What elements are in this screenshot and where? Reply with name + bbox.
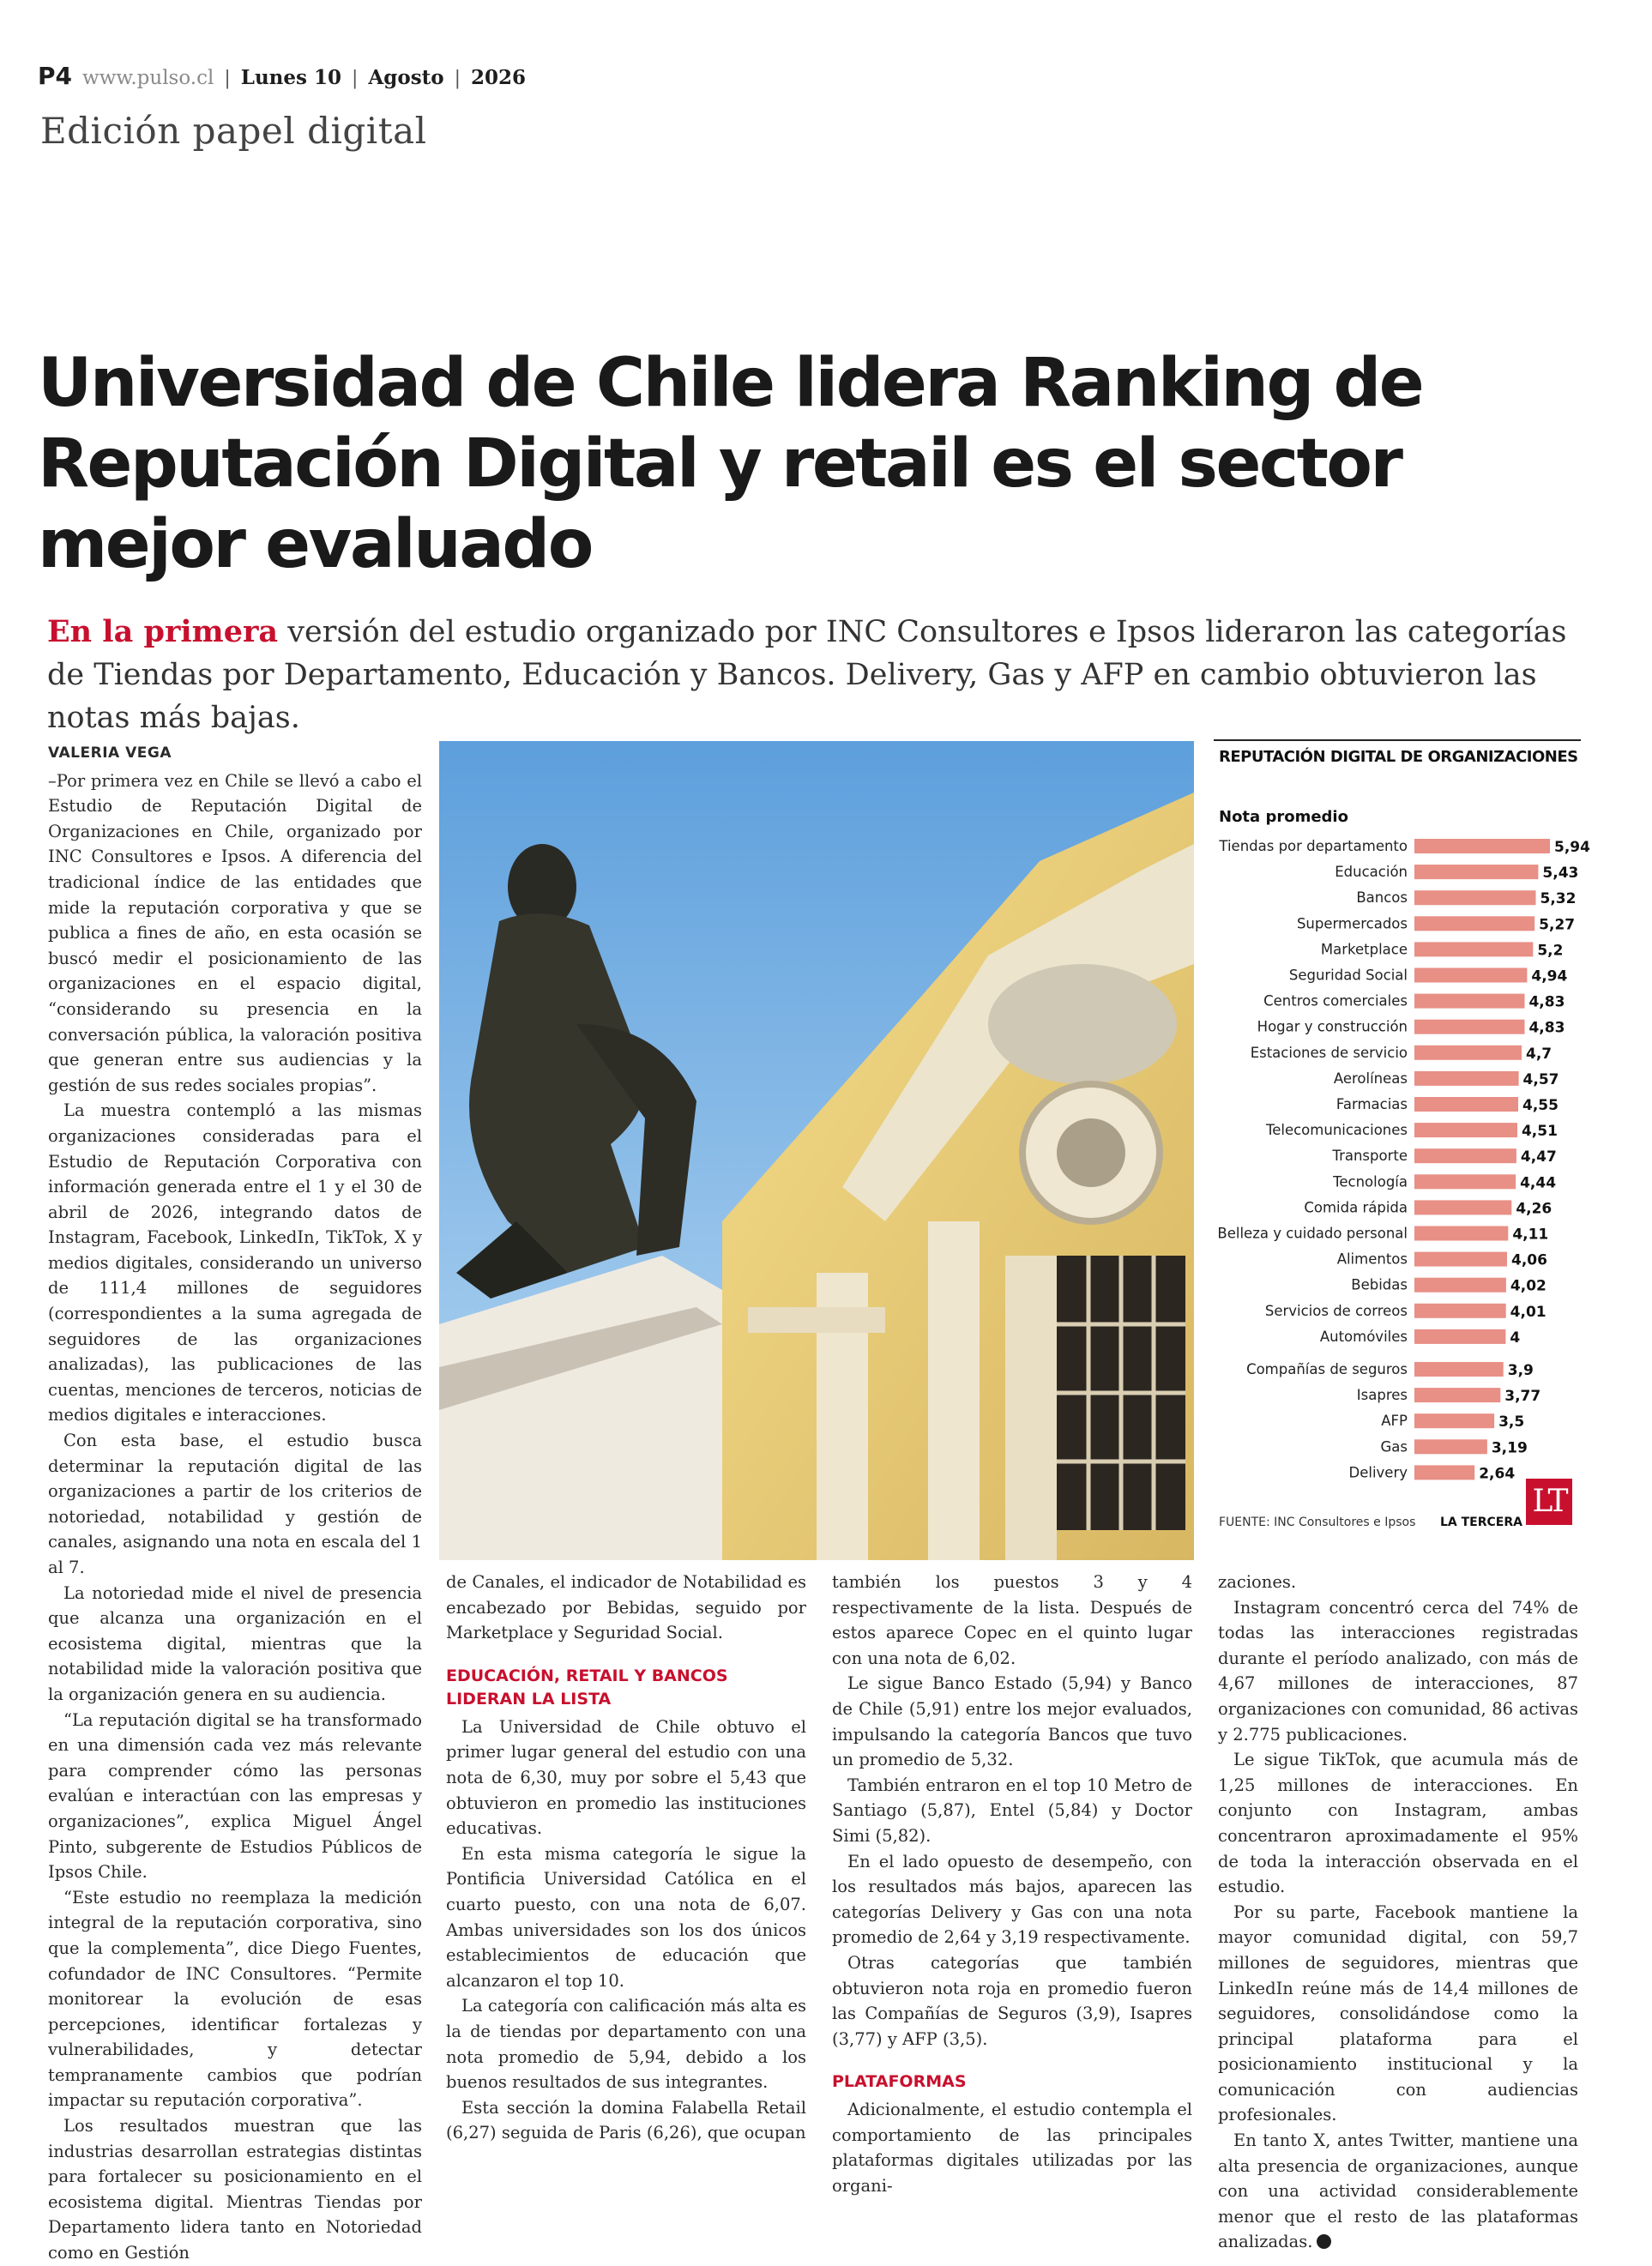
bar-category-label: Hogar y construcción	[1257, 1018, 1408, 1035]
deck-text: versión del estudio organizado por INC Consultores e Ipsos lideraron las categorías de Tiendas por Departamento, Educación y Bancos. Delivery, Gas y AFP en cambio obtuvieron las notas más bajas.	[47, 615, 1567, 735]
bar-category-label: Servicios de correos	[1264, 1302, 1408, 1319]
bar-value-label: 3,9	[1507, 1362, 1534, 1379]
bar-category-label: Alimentos	[1336, 1251, 1408, 1268]
bar	[1414, 1388, 1500, 1402]
bar	[1414, 1329, 1505, 1344]
paragraph: –Por primera vez en Chile se llevó a cabo el Estudio de Reputación Digital de Organizaciones en Chile, organizado por INC Consultores e Ipsos. A diferencia del tradicional índice de las entidades que mide la reputación corporativa y que se publica a fines de año, en esta ocasión se buscó medir el posicionamiento de las organizaciones en el espacio digital, “considerando su presencia en la conversación pública, la valoración positiva que generan entre sus audiencias y la gestión de sus redes sociales propias”.	[48, 770, 422, 1095]
bar-category-label: Seguridad Social	[1288, 967, 1408, 984]
bar-category-label: Tiendas por departamento	[1219, 838, 1408, 854]
bar-value-label: 4,11	[1512, 1226, 1549, 1244]
bar	[1414, 890, 1536, 905]
article-photo	[439, 741, 1194, 1560]
bar-category-label: Estaciones de servicio	[1250, 1044, 1408, 1061]
paragraph: La muestra contempló a las mismas organizaciones consideradas para el Estudio de Reputación Corporativa con información generada entre el 1 y el 30 de abril de 2026, integrando datos de Instagram, Facebook, LinkedIn, TikTok, X y medios digitales, considerando un universo de 111,4 millones de seguidores (correspondientes a la suma agregada de seguidores de las organizaciones analizadas), las publicaciones de las cuentas, menciones de terceros, noticias de medios digitales e interacciones.	[48, 1100, 422, 1425]
bar	[1414, 1226, 1508, 1241]
subheading: PLATAFORMAS	[832, 2072, 967, 2092]
site-url[interactable]: www.pulso.cl	[82, 67, 214, 89]
bar-value-label: 5,94	[1554, 839, 1590, 856]
brand-logo: LT	[1526, 1479, 1572, 1525]
bar-value-label: 4,55	[1522, 1097, 1559, 1114]
paragraph: Otras categorías que también obtuvieron nota roja en promedio fueron las Compañías de Seguros (3,9), Isapres (3,77) y AFP (3,5).	[832, 1952, 1192, 2049]
paragraph	[1218, 2128, 1578, 2255]
deck-lead: En la primera	[47, 614, 279, 649]
bar	[1414, 1148, 1516, 1163]
bar	[1414, 1362, 1504, 1377]
paragraph: Adicionalmente, el estudio contempla el comportamiento de las principales plataformas digitales utilizadas por las organi-	[832, 2100, 1192, 2197]
bar-value-label: 5,2	[1537, 942, 1564, 960]
bar	[1414, 916, 1534, 931]
bar-value-label: 3,5	[1498, 1413, 1525, 1431]
bar	[1414, 865, 1538, 879]
bar-category-label: Isapres	[1356, 1387, 1408, 1404]
article-column-4	[1218, 1570, 1578, 2255]
header-month: Agosto	[368, 66, 444, 89]
bar-value-label: 2,64	[1479, 1465, 1516, 1483]
paragraph: La notoriedad mide el nivel de presencia que alcanza una organización en el ecosistema digital, mientras que la notabilidad mide la valoración positiva que la organización genera en su audiencia.	[48, 1582, 422, 1704]
deck	[47, 611, 1608, 739]
bar-value-label: 4	[1510, 1329, 1521, 1347]
section-label: Edición papel digital	[40, 110, 427, 152]
bar	[1414, 1465, 1474, 1480]
bar-category-label: Aerolíneas	[1333, 1070, 1408, 1087]
paragraph: Le sigue Banco Estado (5,94) y Banco de Chile (5,91) entre los mejor evaluados, impulsando la categoría Bancos que tuvo un promedio de 5,32.	[832, 1673, 1192, 1770]
bar-value-label: 5,27	[1539, 916, 1576, 934]
bar	[1414, 1020, 1525, 1034]
bar-value-label: 4,94	[1531, 967, 1568, 985]
bar	[1414, 1304, 1506, 1318]
header-separator: |	[454, 68, 461, 89]
bar-value-label: 4,47	[1520, 1148, 1557, 1166]
bar	[1414, 994, 1525, 1009]
article-column-3	[832, 1570, 1192, 2199]
brand-name: LA TERCERA	[1440, 1516, 1522, 1529]
bar-value-label: 4,02	[1510, 1277, 1546, 1295]
bar-value-label: 4,83	[1528, 1019, 1565, 1037]
bar-category-label: Supermercados	[1296, 915, 1408, 932]
paragraph: zaciones.	[1218, 1572, 1297, 1592]
byline: VALERIA VEGA	[48, 744, 172, 762]
bar-category-label: Belleza y cuidado personal	[1217, 1225, 1408, 1242]
bar-category-label: Compañías de seguros	[1246, 1361, 1408, 1377]
bar	[1414, 1252, 1507, 1267]
chart-source: FUENTE: INC Consultores e Ipsos	[1219, 1516, 1416, 1529]
bar-value-label: 4,06	[1510, 1251, 1547, 1269]
bar	[1414, 839, 1550, 853]
bar-category-label: Bancos	[1356, 889, 1408, 907]
end-mark-icon	[1317, 2234, 1331, 2249]
bar-category-label: Farmacias	[1335, 1096, 1408, 1112]
paragraph: Esta sección la domina Falabella Retail (6,27) seguida de Paris (6,26), que ocupan	[446, 2097, 806, 2143]
bar-value-label: 4,83	[1528, 993, 1565, 1011]
bar-value-label: 5,43	[1542, 865, 1579, 883]
bar-category-label: Delivery	[1348, 1464, 1408, 1481]
bar	[1414, 1123, 1517, 1137]
bar-chart	[1214, 830, 1590, 1483]
bar	[1414, 1097, 1518, 1112]
bar-value-label: 4,7	[1526, 1045, 1553, 1063]
bar	[1414, 942, 1533, 956]
header-separator: |	[224, 68, 231, 89]
chart-title: REPUTACIÓN DIGITAL DE ORGANIZACIONES	[1219, 748, 1578, 766]
page-header	[38, 62, 526, 96]
paragraph: La categoría con calificación más alta es la de tiendas por departamento con una nota promedio de 5,94, debido a los buenos resultados de sus integrantes.	[446, 1996, 806, 2093]
paragraph-text: En tanto X, antes Twitter, mantiene una alta presencia de organizaciones, aunque con una actividad considerablemente menor que el resto de las plataformas analizadas.	[1218, 2130, 1578, 2252]
bar-value-label: 4,26	[1516, 1200, 1553, 1218]
chart-subtitle: Nota promedio	[1219, 808, 1348, 826]
page-number: P4	[38, 62, 73, 90]
bar	[1414, 1278, 1506, 1293]
bar	[1414, 1071, 1519, 1086]
bar-category-label: Gas	[1380, 1438, 1408, 1455]
paragraph: también los puestos 3 y 4 respectivamente de la lista. Después de estos aparece Copec en el quinto lugar con una nota de 6,02.	[832, 1572, 1192, 1668]
bar-category-label: Tecnología	[1333, 1173, 1408, 1190]
bar	[1414, 1174, 1516, 1189]
header-day: Lunes 10	[240, 66, 341, 89]
bar	[1414, 968, 1527, 983]
subheading: EDUCACIÓN, RETAIL Y BANCOS LIDERAN LA LISTA	[446, 1666, 728, 1709]
paragraph: Le sigue TikTok, que acumula más de 1,25 millones de interacciones. En conjunto con Instagram, ambas concentraron aproximadamente el 95% de toda la interacción observada en el estudio.	[1218, 1750, 1578, 1897]
bar-value-label: 4,01	[1510, 1303, 1546, 1321]
bar-category-label: Automóviles	[1319, 1328, 1408, 1345]
bar-category-label: Telecomunicaciones	[1265, 1122, 1408, 1139]
paragraph: Por su parte, Facebook mantiene la mayor comunidad digital, con 59,7 millones de seguidores, mientras que LinkedIn reúne más de 14,4 millones de seguidores, consolidándose como la principal plataforma para el posicionamiento institucional y la comunicación con audiencias profesionales.	[1218, 1901, 1578, 2125]
bar-value-label: 3,77	[1504, 1388, 1541, 1406]
paragraph: La Universidad de Chile obtuvo el primer lugar general del estudio con una nota de 6,30, muy por sobre el 5,43 que obtuvieron en promedio las instituciones educativas.	[446, 1716, 806, 1839]
paragraph: También entraron en el top 10 Metro de Santiago (5,87), Entel (5,84) y Doctor Simi (5,82).	[832, 1775, 1192, 1846]
bar-category-label: AFP	[1381, 1413, 1408, 1430]
chart-panel	[1214, 736, 1590, 1542]
bar-category-label: Bebidas	[1351, 1276, 1408, 1293]
header-separator: |	[352, 68, 359, 89]
header-year: 2026	[471, 66, 527, 89]
bar-category-label: Centros comerciales	[1263, 992, 1408, 1009]
article-column-2	[446, 1570, 806, 2146]
paragraph: Instagram concentró cerca del 74% de todas las interacciones registradas durante el período analizado, con más de 4,67 millones de interacciones, 87 organizaciones con comunidad, 86 activas y 2.775 publicaciones.	[1218, 1597, 1578, 1745]
bar-value-label: 3,19	[1491, 1439, 1528, 1457]
chart-top-rule	[1214, 739, 1581, 741]
paragraph: Con esta base, el estudio busca determinar la reputación digital de las organizaciones a partir de los criterios de notoriedad, notabilidad y gestión de canales, asignando una nota en escala del 1 al 7.	[48, 1431, 422, 1577]
paragraph: En esta misma categoría le sigue la Pontificia Universidad Católica en el cuarto puesto, con una nota de 6,07. Ambas universidades son los dos únicos establecimientos de educación que alcanzaron el top 10.	[446, 1843, 806, 1991]
bar-category-label: Transporte	[1332, 1148, 1408, 1165]
bar-category-label: Comida rápida	[1304, 1199, 1408, 1216]
bar	[1414, 1439, 1487, 1454]
paragraph: “La reputación digital se ha transformado en una dimensión cada vez más relevante para comprender cómo las personas evalúan e interactúan con las empresas y organizaciones”, explica Miguel Ángel Pinto, subgerente de Estudios Públicos de Ipsos Chile.	[48, 1709, 422, 1883]
bar-value-label: 4,57	[1522, 1070, 1559, 1088]
bar	[1414, 1413, 1494, 1428]
bar	[1414, 1200, 1511, 1214]
bar-category-label: Educación	[1335, 864, 1408, 881]
bar	[1414, 1046, 1522, 1060]
article-column-1	[48, 741, 422, 2266]
bar-value-label: 4,44	[1520, 1174, 1557, 1192]
headline: Universidad de Chile lidera Ranking de Reputación Digital y retail es el sector mejor evaluado	[38, 345, 1423, 583]
paragraph: de Canales, el indicador de Notabilidad es encabezado por Bebidas, seguido por Marketplace y Seguridad Social.	[446, 1572, 806, 1643]
photo-illustration	[439, 741, 1194, 1560]
paragraph: Los resultados muestran que las industrias desarrollan estrategias distintas para fortalecer su posicionamiento en el ecosistema digital. Mientras Tiendas por Departamento lidera tanto en Notoriedad como en Gestión	[48, 2116, 422, 2263]
paragraph: “Este estudio no reemplaza la medición integral de la reputación corporativa, sino que la complementa”, dice Diego Fuentes, cofundador de INC Consultores. “Permite monitorear la evolución de esas percepciones, identificar fortalezas y vulnerabilidades, y detectar tempranamente cambios que podrían impactar su reputación corporativa”.	[48, 1887, 422, 2111]
bar-value-label: 4,51	[1521, 1123, 1558, 1141]
bar-value-label: 5,32	[1540, 890, 1577, 908]
paragraph: En el lado opuesto de desempeño, con los resultados más bajos, aparecen las categorías Delivery y Gas con una nota promedio de 2,64 y 3,19 respectivamente.	[832, 1851, 1192, 1948]
bar-category-label: Marketplace	[1320, 941, 1408, 958]
